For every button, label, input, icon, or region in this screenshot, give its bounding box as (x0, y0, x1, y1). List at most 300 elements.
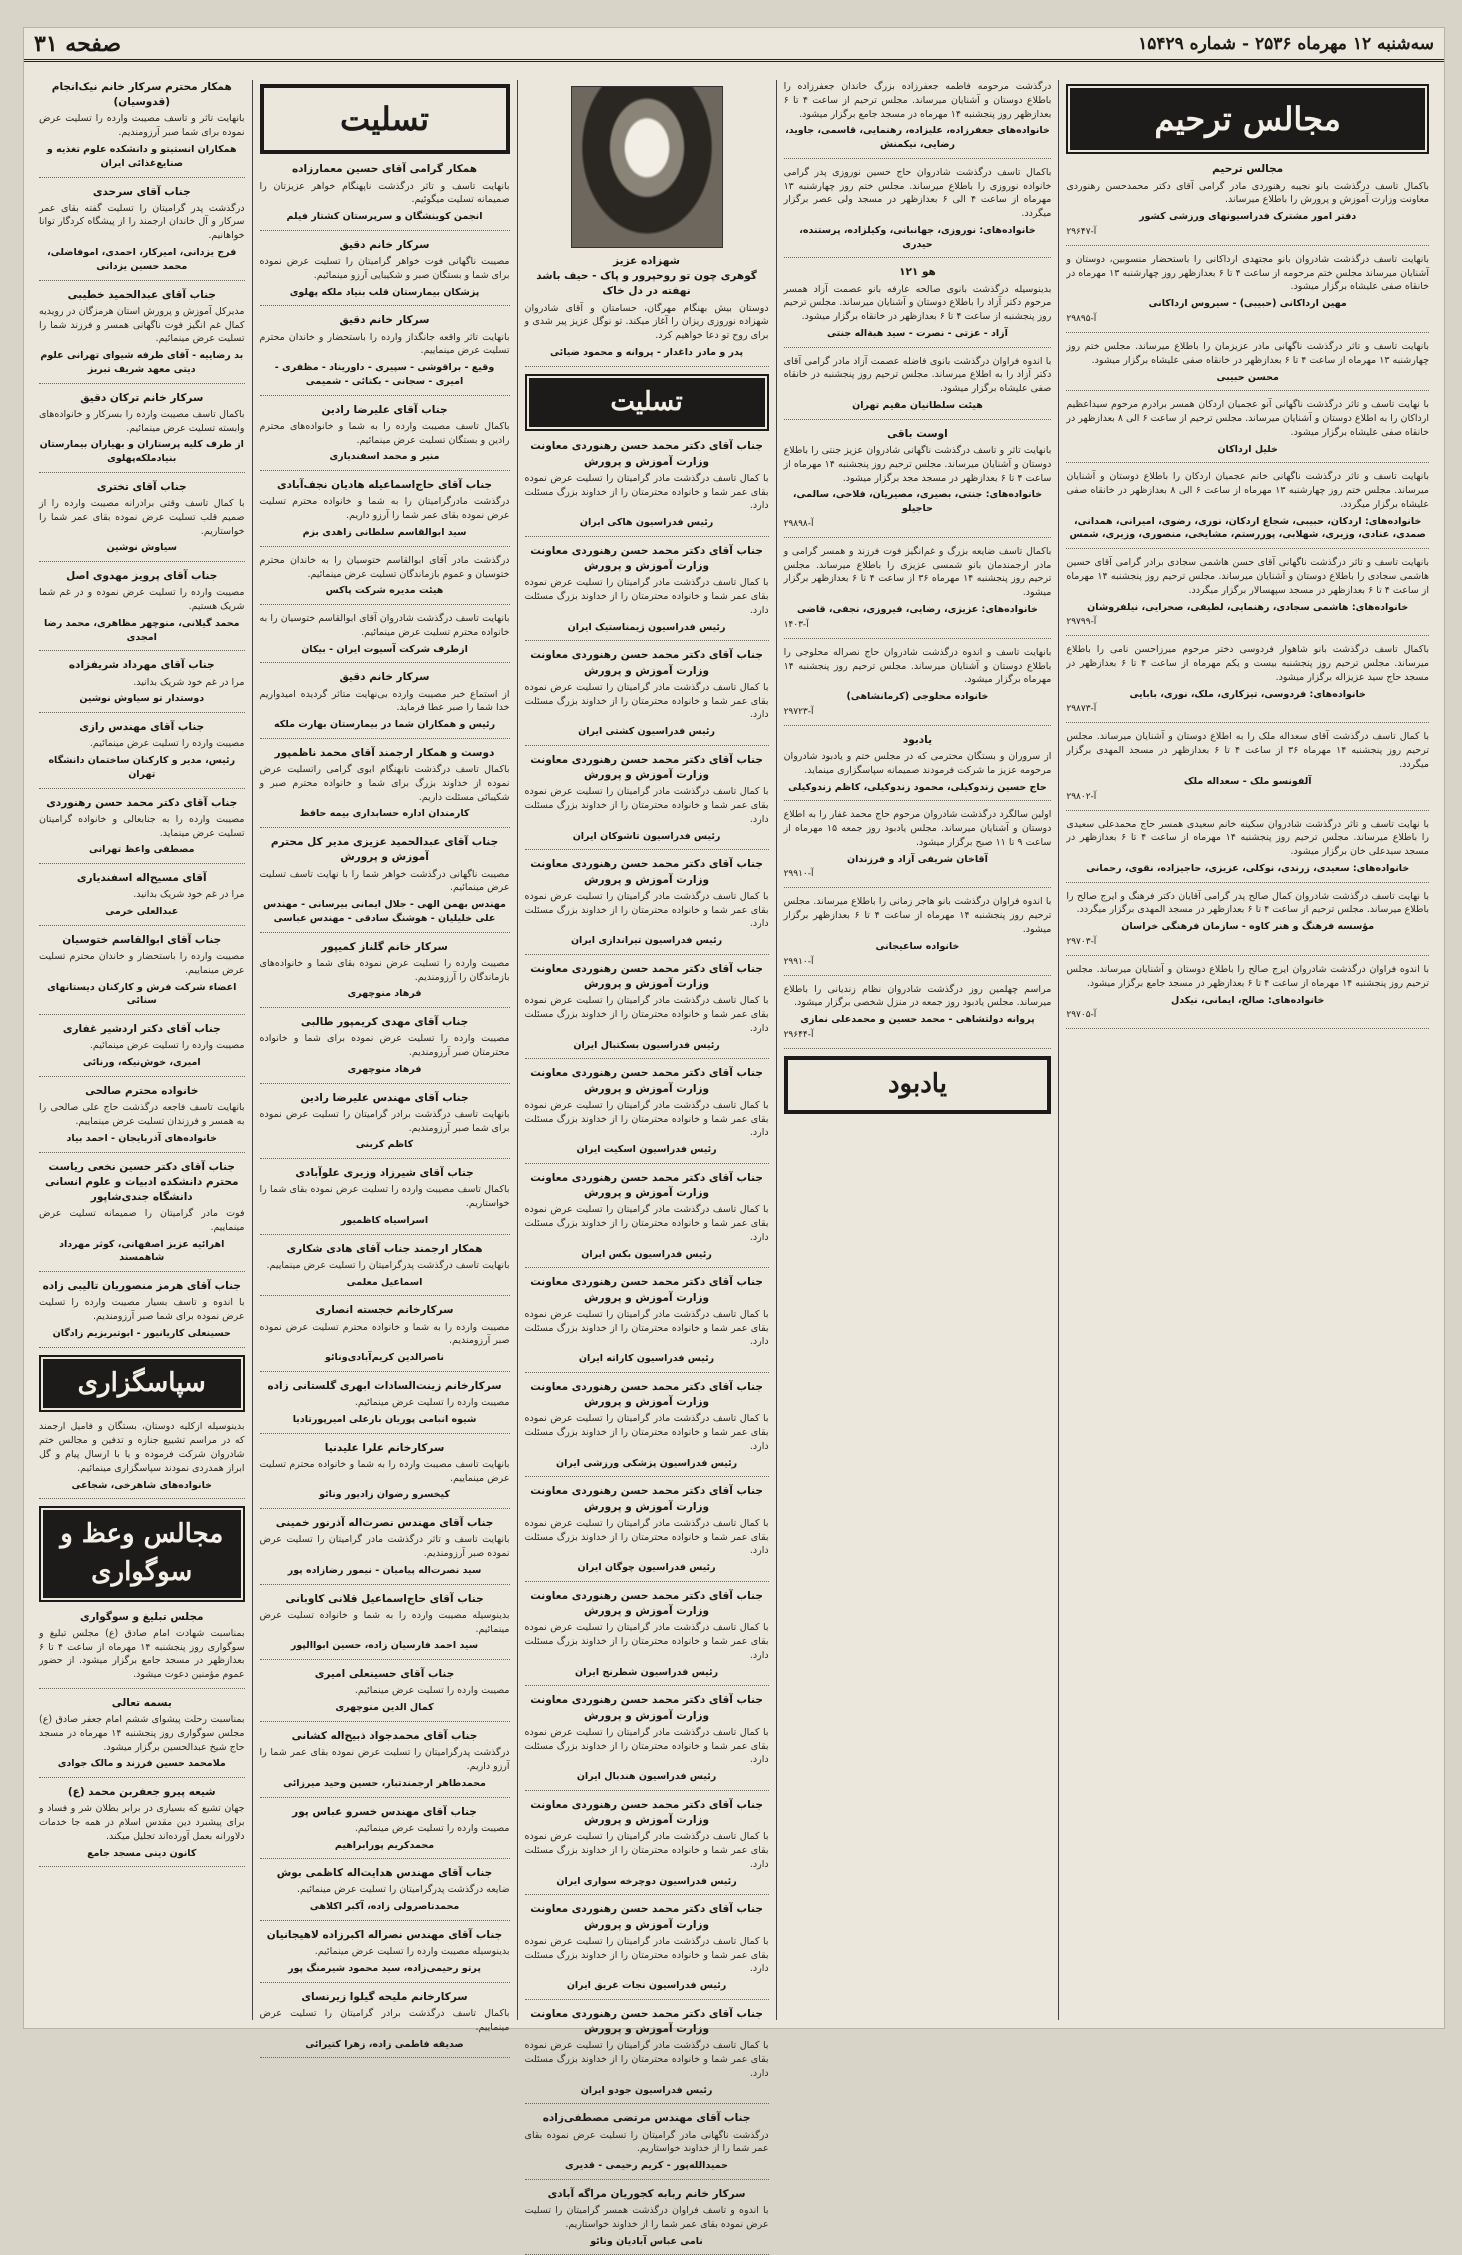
notice-item (260, 1729, 510, 1798)
notice-signature: خانواده‌های: عزیزی، رضایی، فیروزی، نجفی، قاضی (797, 603, 1038, 615)
notice-heading: سرکارخانم ملیحه گیلوا زیرنسای (301, 1990, 468, 2003)
notice-item (260, 313, 510, 395)
notice-signature: رئیس فدراسیون اسکیت ایران (576, 1144, 717, 1156)
notice-signature: سیاوش نوشین (106, 542, 177, 554)
notice-heading: سرکار خانم ترکان دقیق (80, 391, 204, 404)
notice-item (525, 648, 769, 746)
notice-signature: رئیس فدراسیون چوگان ایران (577, 1562, 716, 1574)
notice-heading: جناب آقای مهندس خسرو عباس پور (292, 1805, 477, 1818)
notice-body: درگذشت ناگهانی مادر گرامیتان را تسلیت عرض نموده بقای عمر شما را از خداوند خواستاریم. (524, 2129, 769, 2155)
notice-item (260, 1379, 510, 1434)
notice-item (39, 1785, 245, 1867)
notice-item (260, 403, 510, 472)
notice-item (525, 1171, 769, 1269)
notice-body: مصیبت وارده را تسلیت عرض مینمائیم. (89, 1040, 245, 1052)
notice-signature: دوستدار تو سیاوش نوشین (79, 693, 205, 705)
notice-body: جناب آقای دکتر محمد حسن رهنوردی معاونت وزارت آموزش و پرورش (530, 1589, 763, 1618)
notice-body: با کمال تاسف درگذشت مادر گرامیتان را تسلیت عرض نموده بقای عمر شما و خانواده محترمتان را از خداوند بزرگ مسئلت دارد. (524, 1308, 769, 1348)
notice-body: با کمال تاسف درگذشت مادر گرامیتان را تسلیت عرض نموده بقای عمر شما و خانواده محترمتان را از خداوند بزرگ مسئلت دارد. (524, 577, 769, 616)
notice-item (1066, 470, 1429, 549)
notice-heading: جناب آقای حسینعلی امیری (314, 1668, 455, 1681)
notice-item (260, 1166, 510, 1235)
notice-item (1066, 253, 1429, 333)
notice-signature: رئیس فدراسیون نجات غریق ایران (566, 1980, 727, 1992)
notice-body: با کمال تاسف درگذشت مادر گرامیتان را تسلیت عرض نموده بقای عمر شما و خانواده محترمتان را از خداوند بزرگ مسئلت دارد. (524, 1726, 769, 1766)
notice-signature: خانواده‌های: صالح، ایمانی، نیکدل (1171, 994, 1325, 1006)
notice-item (784, 80, 1052, 159)
notice-signature: نامی عباس آبادیان ونائو (590, 2235, 703, 2247)
notice-heading: جناب آقای ابوالقاسم ختوسیان (62, 933, 222, 946)
notice-item (1066, 398, 1429, 463)
notice-body: جناب آقای دکتر محمد حسن رهنوردی معاونت وزارت آموزش و پرورش (530, 1694, 763, 1722)
notice-item (39, 391, 245, 473)
notice-heading: جناب آقای مهندس نصرت‌اله آذرنور خمینی (275, 1517, 494, 1530)
notice-signature: خانواده‌های: اردکان، حبیبی، شجاع اردکان، نوری، رضوی، امیرانی، همدانی، صمدی، عنادی، وزیری، شهلابی، پوررستم، مشایخی، منصوری، وزیری، شمس (1069, 515, 1426, 541)
section-banner-sepasgozari: سپاسگزاری (39, 1355, 245, 1413)
notice-body: بانهایت تاسف و تاثر درگذشت ناپهنگام خواهر عزیزتان را صمیمانه تسلیت میگوئیم. (259, 180, 510, 206)
notice-code: آ-۲۹۷۹۹ (1066, 617, 1097, 628)
notice-item (39, 658, 245, 713)
notice-signature: سید نصرت‌اله پیامیان - نیمور رضازاده پور (287, 1564, 482, 1576)
notice-heading: جناب آقای تختری (96, 480, 187, 493)
notice-item (784, 427, 1052, 538)
notice-body: بانهایت تاسف و تاثر درگذشت ناگهانی خانم عجمیان اردکان را باطلاع دوستان و آشنایان میرساند. مجلس ختم روز چهارشنبه ۱۳ مهرماه از ساعت ۶ الی ۸ بعدازظهر در خانقاه صفی علیشاه برگزار میگردد. (1066, 471, 1430, 510)
obituary-list (1066, 162, 1429, 1029)
notice-body: بانهایت تاثر و تاسف درگذشت ناگهانی شادروان عزیز جنتی را باطلاع دوستان و آشنایان میرساند. مجلس ترحیم روز پنجشنبه ۱۴ مهرماه از ساعت ۴ تا ۶ بعدازظهر در مسجد مجد برگزار میشود. (783, 444, 1052, 484)
notice-signature: مصطفی واعظ تهرانی (88, 844, 195, 856)
notice-body: با کمال تاسف درگذشت مادر گرامیتان را تسلیت عرض نموده بقای عمر شما و خانواده محترمتان را از خداوند بزرگ مسئلت دارد. (524, 2040, 769, 2079)
notice-item (525, 2007, 769, 2105)
notice-code: آ-۲۹۶۴۷ (1066, 226, 1097, 237)
notice-code: آ-۲۹۸۷۳ (1066, 704, 1097, 715)
notice-body: باکمال تاسف مصیبت وارده را به شما و خانواده‌های محترم رادین و بستگان تسلیت عرض مینمائیم. (259, 420, 510, 446)
notice-signature: هیئت سلطانیان مقیم تهران (852, 400, 983, 411)
notice-signature: از طرف کلیه پرستاران و بهیاران بیمارستان بنیادملکه‌پهلوی (39, 439, 244, 465)
notice-heading: همکار محترم سرکار خانم نیک‌انجام (قدوسیان) (51, 81, 232, 109)
notice-code: آ-۲۹۹۱۰ (783, 956, 814, 967)
notice-signature: منیر و محمد اسفندیاری (329, 451, 440, 463)
notice-heading: مجلس تبلیغ و سوگواری (79, 1610, 204, 1623)
notice-signature: کاظم کربنی (355, 1139, 414, 1151)
section-banner-vaz: مجالس وعظ و سوگواری (39, 1506, 245, 1601)
notice-item (1066, 963, 1429, 1029)
notice-signature: بد رضاییه - آقای طرفه شیوای تهرانی علوم دیتی معهد شریف تبریز (40, 350, 244, 375)
notice-code: آ-۲۹۷۰۳ (1066, 936, 1097, 947)
notice-signature: خانواده محلوجی (کرمانشاهی) (846, 691, 989, 703)
section-banner-majales-tarhim: مجالس ترحیم (1066, 84, 1429, 154)
notice-body: بانهایت تاسف مصیبت وارده را به شما و خانواده محترم تسلیت عرض مینماییم. (259, 1458, 510, 1484)
notice-item (260, 1667, 510, 1722)
notice-item (260, 1015, 510, 1084)
masthead (24, 28, 1444, 62)
notice-signature: مهین ارداکانی (حبیبی) - سیروس ارداکانی (1148, 298, 1347, 310)
notice-heading: شیعه پیرو جعفربن محمد (ع) (67, 1786, 216, 1799)
notice-signature: خانواده‌های: هاشمی سجادی، رهنمایی، لطیفی، صحرایی، نیلفروشان (1087, 601, 1409, 613)
notice-item (784, 733, 1052, 802)
notice-body: مصیبت وارده را تسلیت عرض مینمائیم. (354, 1822, 510, 1834)
notice-body: جناب آقای مهندس مرتضی مصطفی‌زاده (542, 2112, 751, 2125)
notice-body: با کمال تاسف درگذشت مادر گرامیتان را تسلیت عرض نموده بقای عمر شما و خانواده محترمتان را از خداوند بزرگ مسئلت دارد. (524, 1517, 769, 1557)
notice-body: مصیبت وارده را به شما و خانواده محترم تسلیت عرض نموده صبر آرزومندیم. (259, 1321, 510, 1347)
poem-signature: پدر و مادر داغدار - پروانه و محمود ضیائی (550, 346, 744, 358)
notice-signature: فرج یزدانی، امیرکار، احمدی، اموفاضلی، محمد حسین یزدانی (47, 247, 237, 272)
condolence-list (525, 439, 769, 2255)
notice-body: مصیبت وارده را تسلیت عرض نموده بقای شما و خانواده‌های بازماندگان را آرزومندیم. (259, 957, 510, 983)
notice-signature: اسماعیل معلمی (346, 1276, 423, 1288)
notice-body: مصیبت وارده را تسلیت عرض نموده برای شما و خانواده محترمتان صبر آرزومندیم. (259, 1033, 510, 1059)
notice-body: باکمال تاسف مصیبت وارده را بسرکار و خانواده‌های وابسته تسلیت عرض مینمائیم. (38, 408, 245, 434)
notice-body: باکمال تاسف درگذشت بانو شاهوار فردوسی دختر مرحوم میرزاحسن نامی را باطلاع میرساند. مجلس ترحیم روز پنجشنبه بیست و یکم مهرماه از ساعت ۴ تا ۶ بعدازظهر در مسجد حاج سید عزیزاله برگزار میشود. (1066, 644, 1430, 683)
notice-heading: جناب آقای پرویز مهدوی اصل (66, 570, 218, 583)
notice-heading: هو ۱۲۱ (899, 266, 936, 279)
notice-signature: رئیس فدراسیون بسکتبال ایران (573, 1039, 720, 1051)
notice-body: باکمال تاسف درگذشت بانو نجیبه رهنوردی مادر گرامی آقای دکتر محمدحسن رهنوردی معاونت وزارت آموزش و پرورش را باطلاع میرساند. (1066, 180, 1429, 206)
notice-heading: جناب آقای دکتر اردشیر غفاری (62, 1023, 221, 1036)
notice-signature: عبدالعلی خرمی (105, 906, 179, 918)
notice-heading: آقای مسیح‌اله اسفندیاری (76, 872, 207, 885)
notice-item (525, 1380, 769, 1478)
notice-body: از استماع خبر مصیبت وارده بی‌نهایت متاثر گردیده امیدواریم خدا شما را صبر عطا فرماید. (259, 688, 510, 714)
notice-item (260, 1091, 510, 1160)
notice-heading: بسمه تعالی (111, 1696, 172, 1709)
notice-item (784, 646, 1052, 726)
notice-signature: کیخسرو رضوان زادیور ونائو (319, 1489, 450, 1501)
notice-body: با کمال تاسف درگذشت مادر گرامیتان را تسلیت عرض نموده بقای عمر شما و خانواده محترمتان را از خداوند بزرگ مسئلت دارد. (524, 995, 769, 1034)
notice-item (525, 1798, 769, 1896)
notice-body: با اندوه فراوان درگذشت بانوی فاضله عصمت آزاد مادر گرامی آقای دکتر آزاد را به اطلاع میرساند. مجلس ترحیم روز پنجشنبه در خانقاه صفی علیشاه برگزار میشود. (783, 355, 1052, 395)
notice-item (39, 80, 245, 178)
notice-signature: همکاران انستیتو و دانشکده علوم تغذیه و صنایع‌غذائی ایران (46, 143, 237, 169)
notice-heading: جناب آقای دکتر محمد حسن رهنوردی (46, 796, 238, 809)
notice-body: جناب آقای دکتر محمد حسن رهنوردی معاونت وزارت آموزش و پرورش (530, 440, 763, 468)
notice-signature: خانواده‌های جعفرزاده، علیزاده، رهنمایی، قاسمی، جاوید، رضایی، نیکمنش (785, 125, 1050, 151)
notice-body: بانهایت تاسف و تاثر درگذشت ناگهانی آقای حسن هاشمی سجادی برادر گرامی آقای حسین هاشمی سجادی را باطلاع دوستان و آشنایان میرساند. مجلس ترحیم روز پنجشنبه ۱۴ مهرماه از ساعت ۴ تا ۶ بعدازظهر در مسجد سپهسالار برگزار میگردد. (1066, 557, 1429, 596)
notice-body: بانهایت تاسف فاجعه درگذشت حاج علی صالحی را به همسر و فرزندان تسلیت عرض مینماییم. (38, 1102, 245, 1127)
notice-body: با کمال تاسف درگذشت مادر گرامیتان را تسلیت عرض نموده بقای عمر شما و خانواده محترمتان را از خداوند بزرگ مسئلت دارد. (524, 786, 769, 825)
notice-body: جناب آقای دکتر محمد حسن رهنوردی معاونت وزارت آموزش و پرورش (530, 1067, 763, 1095)
notice-item (1066, 340, 1429, 391)
notice-item (39, 185, 245, 281)
notice-body: درگذشت پدر گرامیتان را تسلیت گفته بقای عمر سرکار و آل خاندان ارجمند را از پیشگاه کردگار توانا خواهانیم. (38, 202, 245, 242)
notice-code: آ-۲۹۹۱۰ (783, 869, 814, 880)
notice-body: اولین سالگرد درگذشت شادروان مرحوم حاج محمد غفار را به اطلاع دوستان و آشنایان میرساند. مجلس یادبود روز جمعه ۱۵ مهرماه از ساعت ۹ تا ۱۱ صبح برگزار میشود. (783, 809, 1052, 848)
notice-item (784, 355, 1052, 420)
notice-signature: رئیس فدراسیون هاکی ایران (579, 517, 714, 529)
notice-body: با کمال تاسف درگذشت مادر گرامیتان را تسلیت عرض نموده بقای عمر شما و خانواده محترمتان را از خداوند بزرگ مسئلت دارد. (524, 681, 769, 721)
notice-list (784, 80, 1052, 1049)
notice-heading: سرکار خانم دقیق (339, 671, 430, 684)
notice-item (260, 1990, 510, 2059)
notice-item (260, 554, 510, 605)
notice-heading: جناب آقای حاج‌اسماعیله هادیان نجف‌آبادی (276, 479, 493, 492)
notice-item (260, 1592, 510, 1661)
notice-item (39, 720, 245, 789)
memorial-poem (525, 269, 769, 367)
notice-body: بمناسبت رحلت پیشوای ششم امام جعفر صادق (ع) مجلس سوگواری روز پنجشنبه ۱۴ مهرماه در مسجد حاج شیخ عبدالحسین برگزار میشود. (38, 1714, 245, 1753)
notice-heading: جناب آقای محمدجواد ذبیح‌اله کشانی (291, 1730, 478, 1742)
notice-signature: سید احمد فارسیان زاده، حسین ابواالپور (290, 1640, 479, 1652)
notice-body: با کمال تاسف درگذشت مادر گرامیتان را تسلیت عرض نموده بقای عمر شما و خانواده محترمتان را از خداوند بزرگ مسئلت دارد. (524, 1413, 769, 1452)
notice-heading: همکار ارجمند جناب آقای هادی شکاری (286, 1242, 483, 1255)
notice-item (525, 439, 769, 537)
notice-item (260, 478, 510, 547)
notice-body: بانهایت تاثر واقعه جانگداز وارده را باستحضار و خاندان محترم تسلیت عرض مینماییم. (259, 331, 510, 357)
notice-body: با نهایت تاسف و تاثر درگذشت ناگهانی آنو عجمیان اردکان همسر برادرم مرحوم سیداعظیم ارداکان را به اطلاع دوستان و آشنایان میرساند. مجلس ترحیم از ساعت ۶ الی ۸ بعدازظهر در خانقاه صفی علیشاه برگزار میشود. (1066, 399, 1429, 438)
notice-body: با اندوه و تاسف بسیار مصیبت وارده را تسلیت عرض نموده برای شما صبر آرزومندیم. (38, 1297, 245, 1323)
notice-code: آ-۲۹۶۴۴ (783, 1029, 814, 1040)
notice-body: بدینوسیله مصیبت وارده را تسلیت عرض مینمائیم. (314, 1946, 510, 1958)
notice-body: بانهایت تاسف درگذشت پدرگرامیتان را تسلیت عرض مینماییم. (266, 1259, 510, 1271)
notice-body: مصیبت ناگهانی درگذشت خواهر شما را با نهایت تاسف تسلیت عرض مینمائیم. (259, 868, 510, 894)
notice-code: آ-۲۹۸۹۵ (1066, 314, 1097, 325)
notice-body: جناب آقای دکتر محمد حسن رهنوردی معاونت وزارت آموزش و پرورش (530, 1798, 763, 1827)
notice-body: درگذشت مرحومه فاطمه جعفرزاده بزرگ خاندان جعفرزاده را باطلاع دوستان و آشنایان میرساند. مجلس ترحیم از ساعت ۴ تا ۶ بعدازظهر روز پنجشنبه ۱۴ مهرماه در مسجد جامع برگزار میشود. (783, 81, 1052, 120)
notice-signature: آلفونسو ملک - سعداله ملک (1183, 775, 1312, 787)
notice-item (525, 1693, 769, 1791)
notice-item (260, 238, 510, 307)
notice-body: فوت مادر گرامیتان را صمیمانه تسلیت عرض مینماییم. (38, 1208, 245, 1233)
issue-date: سه‌شنبه ۱۲ مهرماه ۲۵۳۶ - شماره ۱۵۴۲۹ (1138, 33, 1434, 54)
notice-body: باکمال تاسف درگذشت برادر گرامیتان را تسلیت عرض مینماییم. (259, 2007, 510, 2033)
notice-signature: آقاخان شریفی آزاد و فرزندان (847, 853, 988, 865)
notice-signature: پروانه دولتشاهی - محمد حسین و محمدعلی نمازی (800, 1014, 1035, 1026)
notice-signature: صدیقه فاطمی زاده، زهرا کتیرائی (305, 2038, 464, 2050)
notice-body: با کمال تاسف درگذشت مادر گرامیتان را تسلیت عرض نموده بقای عمر شما و خانواده محترمتان را از خداوند بزرگ مسئلت دارد. (524, 1831, 769, 1870)
notice-body: مدیرکل آموزش و پرورش استان هرمزگان در رویدیه کمال غم انگیز فوت ناگهانی همسر و فرزند شما را تسلیت عرض مینمائیم. (38, 305, 245, 345)
notice-heading: جناب آقای مهندس هدایت‌اله کاظمی بوش (276, 1867, 493, 1880)
notice-body: ضایعه درگذشت پدرگرامیتان را تسلیت عرض مینمائیم. (297, 1884, 510, 1896)
notice-item (525, 753, 769, 851)
portrait-photo (571, 86, 723, 248)
photo-caption: شهزاده عزیز (613, 255, 680, 267)
notice-signature: رئیس فدراسیون کشتی ایران (578, 726, 715, 738)
notice-heading: جناب آقای شیرزاد وزیری علوآبادی (295, 1167, 474, 1180)
thanks-signature: خانواده‌های شاهرخی، شجاعی (71, 1479, 212, 1491)
notice-heading: جناب آقای مهندس علیرضا رادین (300, 1091, 469, 1104)
notice-body: جناب آقای دکتر محمد حسن رهنوردی معاونت وزارت آموزش و پرورش (530, 1276, 763, 1304)
notice-heading: جناب آقای حاج‌اسماعیل قلانی کاوبانی (285, 1592, 484, 1605)
notice-item (1066, 730, 1429, 810)
notice-signature: اسراسیاه کاظمیور (340, 1214, 429, 1226)
notice-body: با کمال تاسف درگذشت مادر گرامیتان را تسلیت عرض نموده بقای عمر شما و خانواده محترمتان را از خداوند بزرگ مسئلت دارد. (524, 1099, 769, 1139)
column-obituaries (1058, 80, 1436, 2020)
notice-body: مصیبت وارده را تسلیت عرض مینمائیم. (354, 1397, 510, 1409)
notice-item (784, 265, 1052, 347)
condolence-list-2 (260, 162, 510, 2058)
notice-body: جهان تشیع که بسیاری در برابر بطلان شر و فساد و برای پیشبرد دین مقدس اسلام در همه جا خدمات دلاورانه بعمل آورده‌اند تجلیل میکند. (38, 1803, 245, 1842)
notice-item (260, 162, 510, 231)
notice-item (525, 1902, 769, 2000)
notice-signature: هیئت مدیره شرکت پاکس (325, 585, 444, 597)
notice-heading: جناب آقای مهدی کریمپور طالبی (300, 1016, 469, 1029)
notice-item (39, 480, 245, 562)
notice-body: با کمال تاسف درگذشت مادر گرامیتان را تسلیت عرض نموده بقای عمر شما و خانواده محترمتان را از خداوند بزرگ مسئلت دارد. (524, 1204, 769, 1243)
notice-signature: انجمن کوینشگان و سرپرستان کشتار فیلم (286, 211, 483, 223)
notice-code: آ-۲۹۸۰۲ (1066, 791, 1097, 802)
notice-signature: دفتر امور مشترک فدراسیونهای ورزشی کشور (1139, 211, 1357, 223)
notice-signature: حسینعلی کاریانیور - ابوتبریزیم زادگان (52, 1327, 231, 1339)
notice-body: با نهایت تاسف درگذشت شادروان کمال صالح پدر گرامی آقایان دکتر فرهنگ و ایرج صالح را باطلاع میرساند. مجلس ترحیم از ساعت ۴ تا ۶ بعدازظهر در مسجد المهدی برگزار میگردد. (1066, 890, 1429, 916)
notice-body: مراسم چهلمین روز درگذشت شادروان نظام زندیانی را باطلاع میرساند. مجلس یادبود روز جمعه در منزل شخصی برگزار میشود. (783, 983, 1052, 1009)
notice-signature: حاج حسین زندوکیلی، محمود زندوکیلی، کاظم زندوکیلی (788, 781, 1047, 793)
notice-body: جناب آقای دکتر محمد حسن رهنوردی معاونت وزارت آموزش و پرورش (530, 649, 763, 677)
notice-body: مرا در غم خود شریک بدانید. (133, 889, 245, 901)
notice-signature: خانواده ساعیجانی (875, 940, 960, 952)
notice-signature: فرهاد منوچهری (347, 988, 422, 1000)
notice-code: آ-۲۹۸۹۸ (783, 518, 814, 529)
notice-item (39, 288, 245, 384)
section-banner-tasliyat-main: تسلیت (260, 84, 510, 154)
notice-body: سرکار خانم ربابه کجوریان مراگه آبادی (547, 2187, 746, 2200)
section-banner-tasliyat: تسلیت (525, 374, 769, 432)
notice-heading: سرکارخانم خجسته انصاری (315, 1304, 454, 1317)
notice-signature: اعضاء شرکت فرش و کارکنان دیستانهای سنائی (47, 981, 237, 1007)
notice-item (525, 1066, 769, 1164)
notice-heading: همکار گرامی آقای حسین معمارزاده (291, 163, 478, 176)
notice-item (39, 933, 245, 1015)
notice-item (260, 1928, 510, 1983)
notice-body: درگذشت مادر آقای ابوالقاسم ختوسیان را به خاندان محترم ختوسیان و عموم بازماندگان تسلیت عرض مینمائیم. (259, 554, 510, 580)
notice-heading: سرکار خانم دقیق (339, 238, 430, 251)
notice-body: جناب آقای دکتر محمد حسن رهنوردی معاونت وزارت آموزش و پرورش (530, 962, 763, 991)
notice-signature: خانواده‌های: نوروزی، جهانبانی، وکیلزاده، پرستنده، حیدری (799, 224, 1036, 250)
notice-body: بدینوسیله درگذشت بانوی صالحه عارفه بانو عصمت آزاد همسر مرحوم دکتر آزاد را باطلاع دوستان و آشنایان میرساند. مجلس ترحیم روز پنجشنبه از ساعت ۴ تا ۶ بعدازظهر در خانقاه برگزار میشود. (783, 283, 1052, 323)
notice-body: با اندوه فراوان درگذشت شادروان ایرج صالح را باطلاع دوستان و آشنایان میرساند. مجلس ترحیم روز پنجشنبه ۱۴ مهرماه از ساعت ۴ تا ۶ بعدازظهر در مسجد جامع برگزار میشود. (1066, 963, 1429, 989)
notice-item (525, 544, 769, 642)
notice-signature: محمدکریم پورابراهیم (334, 1839, 435, 1851)
notice-body: باکمال تاسف مصیبت وارده را تسلیت عرض نموده بقای شما را خواستاریم. (259, 1184, 510, 1210)
notice-signature: شیوه انبامی پوریان بارعلی امیرپورتادیا (292, 1413, 477, 1425)
notice-signature: امیری، خوش‌نیکه، ورنائی (82, 1057, 201, 1069)
notice-signature: رئیس فدراسیون جودو ایران (580, 2084, 713, 2096)
notice-code: آ-۱۴۰۳ (783, 619, 809, 630)
notice-item (39, 569, 245, 651)
notice-item (39, 1696, 245, 1778)
notice-signature: حمیدالله‌پور - کریم رحیمی - قدیری (565, 2160, 729, 2172)
notice-signature: رئیس فدراسیون ژیمناستیک ایران (567, 621, 726, 633)
notice-heading: دوست و همکار ارجمند آقای محمد ناظمپور (274, 746, 495, 759)
poem-body: دوستان بیش بهنگام مهرگان، حسامتان و آقای شادروان شهزاده نوروزی ریزان را آغاز میکند. تو نوگل عزیز پیر شدی و برای روح تو دعا خواهیم کرد. (524, 302, 769, 342)
notice-signature: خانواده‌های: جنتی، بصیری، مصیریان، فلاحی، سالمی، حاجیلو (792, 489, 1043, 515)
notice-item (260, 1805, 510, 1860)
notice-body: با کمال تاسف درگذشت مادر گرامیتان را تسلیت عرض نموده بقای عمر شما و خانواده محترمتان را از خداوند بزرگ مسئلت دارد. (524, 1935, 769, 1975)
section-banner-yadbud: یادبود (784, 1056, 1052, 1114)
notice-body: بمناسبت شهادت امام صادق (ع) مجلس تبلیغ و سوگواری روز پنجشنبه ۱۴ مهرماه از ساعت ۴ تا ۶ بعدازظهر در مسجد جامع برگزار میشود. از حضور عموم مؤمنین دعوت میشود. (38, 1627, 245, 1681)
column-condolences-rahnavardi (517, 80, 776, 2247)
notice-body: با اندوه و تاسف فراوان درگذشت همسر گرامیتان را تسلیت عرض نموده بقای عمر شما را از خداوند خواستاریم. (524, 2205, 769, 2230)
notice-body: بانهایت تاسف و تاثر درگذشت ناگهانی مادر عزیزمان را باطلاع میرساند. مجلس ختم روز چهارشنبه ۱۳ مهرماه از ساعت ۴ تا ۶ بعدازظهر در خانقاه صفی علیشاه برگزار میشود. (1066, 341, 1429, 366)
notice-body: جناب آقای دکتر محمد حسن رهنوردی معاونت وزارت آموزش و پرورش (530, 1171, 763, 1200)
notice-item (1066, 890, 1429, 956)
notice-item (260, 1303, 510, 1372)
notice-body: با کمال تاسف وقتی برادرانه مصیبت وارده را از صمیم قلب تسلیت عرض نموده بقای عمر شما را خواستاریم. (38, 498, 245, 537)
notice-signature: خانواده‌های: سعیدی، زرندی، نوکلی، عزیزی، حاجیزاده، نقوی، رحمانی (1086, 862, 1410, 874)
notice-item (39, 1279, 245, 1348)
notice-body: باکمال تاسف ضایعه بزرگ و غم‌انگیز فوت فرزند و همسر گرامی و مادر ارجمندمان بانو شمسی عزیزی را باطلاع میرساند. مجلس ترحیم روز پنجشنبه ۱۴ مهرماه ۳۶ از ساعت ۴ تا ۶ بعدازظهر برگزار میشود. (783, 545, 1052, 599)
notice-item (525, 2111, 769, 2180)
notice-signature: رئیس و همکاران شما در بیمارستان بهارت ملکه (273, 719, 496, 731)
notice-signature: رئیس فدراسیون دوچرخه سواری ایران (556, 1875, 737, 1887)
notice-signature: آزاد - عزتی - نصرت - سید هبةاله جنتی (827, 327, 1008, 339)
notice-body: مصیبت وارده را تسلیت عرض مینمائیم. (89, 738, 245, 750)
notice-body: باکمال تاسف درگذشت شادروان حاج حسین نوروزی پدر گرامی خانواده نوروزی را باطلاع میرساند. مجلس ختم روز چهارشنبه ۱۳ مهرماه از ساعت ۴ الی ۶ بعدازظهر در مسجد ولی عصر برگزار میگردد. (783, 166, 1052, 220)
notice-heading: جناب آقای سرحدی (92, 185, 191, 198)
notice-item (784, 545, 1052, 639)
notice-item (260, 670, 510, 739)
notice-body: درگذشت مادرگرامیتان را به شما و خانواده محترم تسلیت عرض نموده بقای عمر شما را آرزو داریم. (259, 496, 510, 522)
notice-signature: رئیس فدراسیون هندبال ایران (576, 1771, 717, 1783)
notice-heading: جناب آقای مهرداد شریفزاده (68, 659, 215, 672)
notice-signature: پزشکان بیمارستان قلب بنیاد ملکه پهلوی (289, 286, 480, 298)
notice-body: مصیبت ناگهانی فوت خواهر گرامیتان را تسلیت عرض نموده برای شما و بستگان صبر و شکیبایی آرزو مینمائیم. (259, 256, 510, 281)
notice-signature: کمال الدین منوچهری (335, 1702, 434, 1714)
notice-body: مصیبت وارده را تسلیت عرض مینمائیم. (354, 1685, 510, 1697)
notice-item (525, 962, 769, 1060)
notice-body: بدینوسیله مصیبت وارده را به شما و خانواده تسلیت عرض مینمائیم. (259, 1609, 510, 1635)
column-misc (32, 80, 252, 2020)
notice-item (39, 871, 245, 926)
notice-body: بانهایت تاسف و تاثر درگذشت مادر گرامیتان را تسلیت عرض نموده صبر آرزومندیم. (259, 1534, 510, 1560)
notice-heading: سرکارخانم زینت‌السادات ابهری گلستانی زاده (267, 1379, 502, 1392)
notice-signature: رئیس فدراسیون تاشوکان ایران (572, 830, 721, 842)
thanks-body: بدینوسیله ازکلیه دوستان، بستگان و فامیل ارجمند که در مراسم تشییع جنازه و تدفین و مجالس ختم شادروان شرکت فرموده و یا با ارسال پیام و گل ابراز همدردی نمودند سپاسگزاری مینمائیم. (38, 1421, 245, 1474)
notice-body: با کمال تاسف درگذشت آقای سعداله ملک را به اطلاع دوستان و آشنایان میرساند. مجلس ترحیم روز پنجشنبه ۱۴ مهرماه ۳۶ از ساعت ۴ تا ۶ بعدازظهر در مسجد المهدی برگزار میگردد. (1066, 731, 1430, 770)
notice-item (1066, 556, 1429, 636)
notice-heading: جناب آقای عبدالحمید خطیبی (67, 288, 216, 301)
notice-signature: خانواده‌های: فردوسی، تیزکاری، ملک، نوری، بابایی (1129, 688, 1366, 700)
columns (32, 80, 1436, 2247)
notice-body: با کمال تاسف درگذشت مادر گرامیتان را تسلیت عرض نموده بقای عمر شما و خانواده محترمتان را از خداوند بزرگ مسئلت دارد. (524, 472, 769, 512)
notice-item (260, 1242, 510, 1297)
notice-body: با کمال تاسف درگذشت مادر گرامیتان را تسلیت عرض نموده بقای عمر شما و خانواده محترمتان را از خداوند بزرگ مسئلت دارد. (524, 1622, 769, 1661)
notice-body: بانهایت تاسف درگذشت شادروان بانو مجتهدی ارداکانی را باستحضار منسوبین، دوستان و آشنایان میرساند مجلس ختم مرحومه از ساعت ۴ تا ۶ بعدازظهر روز چهارشنبه ۱۳ مهرماه در خانقاه صفی علیشاه برگزار میشود. (1066, 253, 1430, 293)
notice-item (260, 1516, 510, 1585)
notice-signature: اهرائیه عزیز اصفهانی، کوثر مهرداد شاهمسند (59, 1238, 225, 1264)
notice-body: با اندوه فراوان درگذشت بانو هاجر زمانی را باطلاع میرساند. مجلس ترحیم روز پنجشنبه ۱۴ مهرماه از ساعت ۴ تا ۶ بعدازظهر برگزار میشود. (783, 896, 1052, 935)
notice-heading: جناب آقای هرمز منصوریان تالیبی زاده (42, 1280, 241, 1293)
notice-item (260, 1441, 510, 1510)
notice-signature: رئیس فدراسیون پزشکی ورزشی ایران (555, 1457, 738, 1469)
notice-item (784, 895, 1052, 975)
notice-signature: ملامحمد حسین فرزند و مالک جوادی (57, 1758, 226, 1770)
notice-item (260, 612, 510, 663)
notice-item (784, 166, 1052, 259)
condolence-list-3 (39, 80, 245, 1348)
notice-item (784, 808, 1052, 888)
notice-signature: مهندس بهمن الهی - جلال ایمانی بیرسانی - مهندس علی خلیلیان - هوشنگ سادقی - مهندس عباسی (263, 899, 506, 924)
notice-item (525, 1275, 769, 1373)
notice-item (525, 857, 769, 955)
notice-signature: مؤسسه فرهنگ و هنر کاوه - سازمان فرهنگی خراسان (1121, 921, 1375, 933)
notice-item (39, 1160, 245, 1273)
notice-body: بانهایت تاثر و تاسف مصیبت وارده را تسلیت عرض نموده برای شما صبر آرزومندیم. (38, 113, 245, 139)
notice-body: مصیبت وارده را به جنابعالی و خانواده گرامیتان تسلیت عرض مینماید. (38, 813, 245, 839)
notice-item (525, 1484, 769, 1582)
notice-body: مصیبت وارده را باستحضار و خاندان محترم تسلیت عرض مینماییم. (38, 951, 245, 976)
notice-heading: سرکارخانم علرا علیدنیا (324, 1441, 445, 1454)
notice-heading: یادبود (902, 733, 933, 746)
notice-signature: محسن حبیبی (1216, 371, 1279, 383)
notice-body: بانهایت تاسف درگذشت شادروان آقای ابوالقاسم ختوسیان را به خانواده محترم تسلیت عرض مینمائیم. (259, 613, 510, 638)
notice-item (525, 2187, 769, 2255)
notice-item (525, 1589, 769, 1687)
notice-body: باکمال تاسف درگذشت نابهنگام ابوی گرامی راتسلیت عرض نموده از خداوند بزرگ برای شما و خانواده محترم صبر و شکیبائی مسئلت داریم. (259, 764, 510, 803)
page-number: صفحه ۳۱ (34, 30, 122, 57)
notice-item (784, 983, 1052, 1049)
notice-signature: کانون دینی مسجد جامع (87, 1847, 197, 1859)
notice-signature: رئیس فدراسیون تیراندازی ایران (570, 935, 723, 947)
notice-signature: ناصرالدین کریم‌آبادی‌ونائو (325, 1352, 444, 1364)
